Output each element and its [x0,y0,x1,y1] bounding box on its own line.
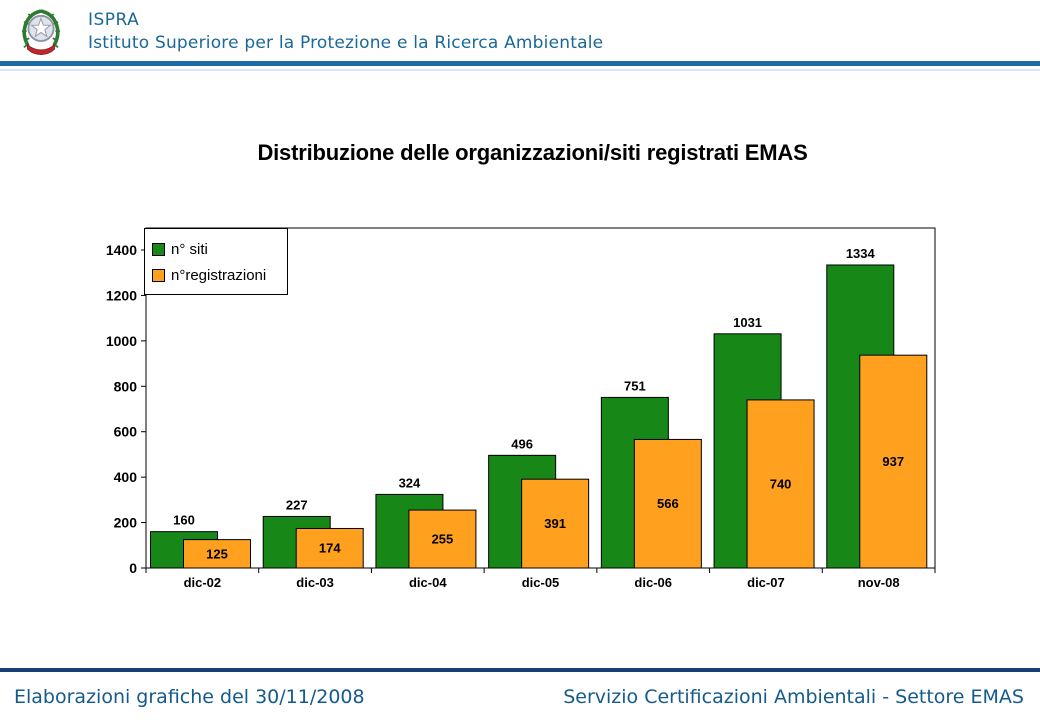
legend-swatch-green [152,243,165,256]
y-tick-label: 200 [113,514,137,531]
footer-divider [0,668,1040,672]
y-tick-label: 0 [129,560,137,576]
header-divider-light [0,69,1040,71]
legend-item-siti [152,236,281,262]
bar-label-siti-6: 1334 [845,245,875,261]
x-category-label: dic-04 [408,575,447,590]
chart-title: Distribuzione delle organizzazioni/siti registrati EMAS [257,140,808,165]
bar-label-registrazioni-5: 740 [769,476,792,492]
bar-label-siti-0: 160 [173,512,195,528]
chart-legend [144,228,288,295]
y-tick-label: 400 [113,469,137,486]
x-category-label: nov-08 [857,575,900,590]
org-name: Istituto Superiore per la Protezione e la Ricerca Ambientale [88,33,604,53]
bar-label-siti-2: 324 [398,475,421,491]
legend-label-registrazioni: n°registrazioni [171,266,267,284]
y-tick-label: 600 [113,423,137,440]
bar-label-registrazioni-4: 566 [657,496,679,512]
org-acronym: ISPRA [88,10,140,30]
footer-right-text: Servizio Certificazioni Ambientali - Settore EMAS [563,686,1024,708]
x-category-label: dic-06 [634,575,673,590]
y-tick-label: 1000 [105,332,137,349]
slide-footer [0,682,1040,712]
bar-label-siti-3: 496 [511,436,533,452]
bar-label-registrazioni-6: 937 [882,454,905,470]
bar-label-registrazioni-2: 255 [431,531,454,547]
y-tick-label: 1200 [105,287,137,304]
x-category-label: dic-05 [521,575,560,590]
bar-label-registrazioni-0: 125 [206,546,228,562]
bar-label-siti-4: 751 [624,378,646,394]
bar-label-siti-5: 1031 [733,314,763,330]
bar-label-registrazioni-3: 391 [544,516,566,532]
bar-label-registrazioni-1: 174 [318,540,341,556]
footer-left-text: Elaborazioni grafiche del 30/11/2008 [14,686,365,708]
italy-emblem-logo-icon [13,5,69,59]
bar-label-siti-1: 227 [285,497,308,513]
legend-swatch-orange [152,269,165,282]
x-category-label: dic-07 [747,575,785,590]
y-tick-label: 800 [113,378,137,395]
slide-header [0,0,1040,61]
header-divider [0,61,1040,66]
x-category-label: dic-02 [183,575,222,590]
legend-label-siti: n° siti [171,240,208,258]
legend-item-registrazioni [152,262,281,288]
x-category-label: dic-03 [296,575,334,590]
y-tick-label: 1400 [105,242,137,258]
